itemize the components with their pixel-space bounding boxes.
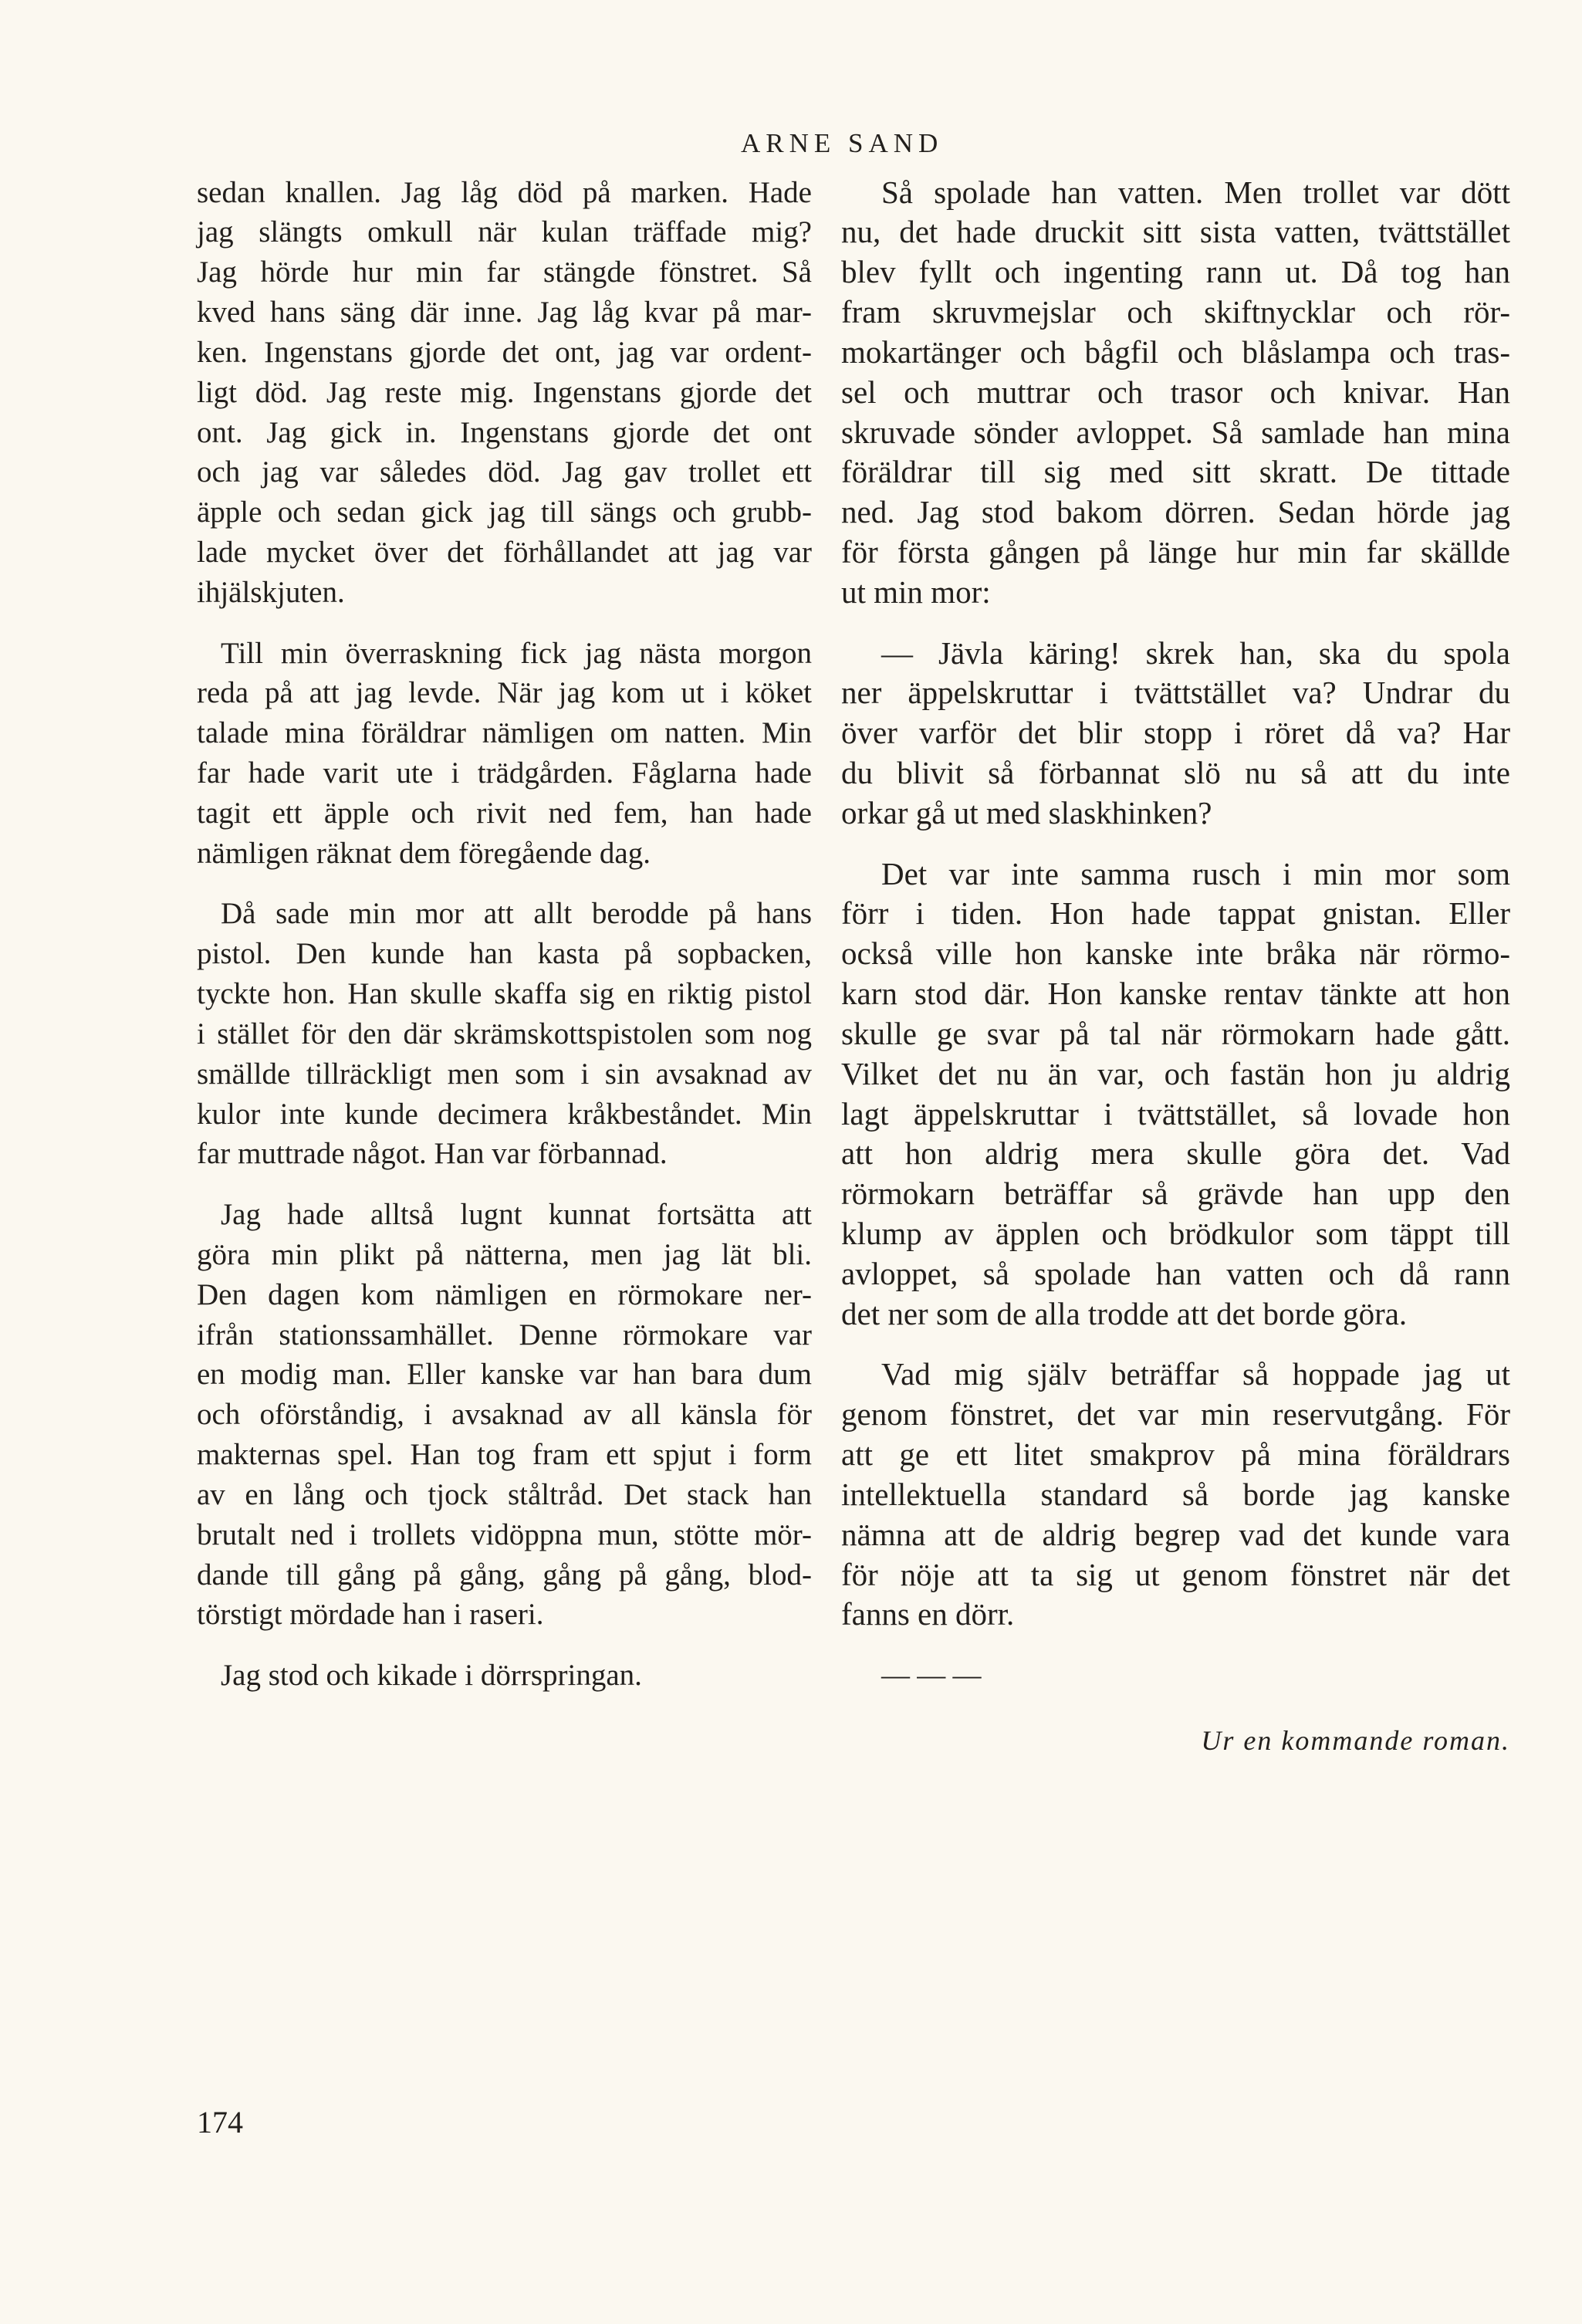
paragraph	[841, 173, 1510, 613]
text-line: intellektuella standard så borde jag kanske	[841, 1476, 1510, 1512]
paragraph	[197, 173, 812, 613]
text-line: makternas spel. Han tog fram ett spjut i form	[197, 1438, 812, 1472]
text-line: ned. Jag stod bakom dörren. Sedan hörde jag	[841, 494, 1510, 530]
text-line: sedan knallen. Jag låg död på marken. Hade	[197, 175, 812, 209]
text-line: Så spolade han vatten. Men trollet var dött	[881, 174, 1510, 210]
text-line: i stället för den där skrämskottspistolen som nog	[197, 1017, 812, 1050]
text-line: jag slängts omkull när kulan träffade mig?	[197, 215, 812, 249]
text-line: brutalt ned i trollets vidöppna mun, stötte mör-	[197, 1517, 812, 1551]
source-note: Ur en kommande roman.	[1201, 1724, 1510, 1756]
text-line: nämna att de aldrig begrep vad det kunde vara	[841, 1516, 1510, 1552]
text-line: Då sade min mor att allt berodde på hans	[221, 897, 812, 931]
paragraph	[841, 1355, 1510, 1635]
text-line: lade mycket över det förhållandet att jag var	[197, 536, 812, 570]
text-line: kved hans säng där inne. Jag låg kvar på mar-	[197, 296, 812, 330]
text-line: rörmokarn beträffar så grävde han upp den	[841, 1176, 1510, 1212]
text-line: ut min mor:	[841, 573, 991, 610]
text-line: av en lång och tjock ståltråd. Det stack han	[197, 1477, 812, 1511]
text-line: göra min plikt på nätterna, men jag lät bli.	[197, 1237, 812, 1271]
paragraph	[197, 894, 812, 1174]
text-line: orkar gå ut med slaskhinken?	[841, 794, 1212, 830]
text-line: tyckte hon. Han skulle skaffa sig en riktig pistol	[197, 977, 812, 1011]
text-line: du blivit så förbannat slö nu så att du inte	[841, 755, 1510, 791]
text-column-right	[841, 173, 1510, 1761]
text-line: över varför det blir stopp i röret då va? Har	[841, 715, 1510, 751]
text-line: klump av äpplen och brödkulor som täppt till	[841, 1216, 1510, 1252]
text-line: att hon aldrig mera skulle göra det. Vad	[841, 1135, 1510, 1172]
text-line: Vilket det nu än var, och fastän hon ju aldrig	[841, 1055, 1510, 1091]
text-line: smällde tillräckligt men som i sin avsaknad av	[197, 1057, 812, 1091]
text-line: genom fönstret, det var min reservutgång. För	[841, 1396, 1510, 1433]
text-line: nu, det hade druckit sitt sista vatten, tvättstället	[841, 214, 1510, 250]
text-line: äpple och sedan gick jag till sängs och grubb-	[197, 496, 812, 529]
text-line: ont. Jag gick in. Ingenstans gjorde det ont	[197, 415, 812, 449]
text-line: far muttrade något. Han var förbannad.	[197, 1137, 668, 1171]
text-line: Jag stod och kikade i dörrspringan.	[221, 1659, 642, 1693]
text-line: sel och muttrar och trasor och knivar. Han	[841, 374, 1510, 410]
text-line: ner äppelskruttar i tvättstället va? Undrar du	[841, 675, 1510, 711]
text-line: fanns en dörr.	[841, 1596, 1015, 1632]
text-line: Vad mig själv beträffar så hoppade jag ut	[881, 1356, 1510, 1392]
text-line: kulor inte kunde decimera kråkbeståndet. Min	[197, 1097, 812, 1131]
text-line: det ner som de alla trodde att det borde göra.	[841, 1295, 1408, 1331]
text-line: ligt död. Jag reste mig. Ingenstans gjorde det	[197, 375, 812, 409]
text-line: nämligen räknat dem föregående dag.	[197, 836, 651, 870]
text-line: och jag var således död. Jag gav trollet ett	[197, 455, 812, 489]
text-line: och oförståndig, i avsaknad av all känsla för	[197, 1398, 812, 1432]
section-separator: — — —	[881, 1659, 982, 1692]
text-line: mokartänger och bågfil och blåslampa och tras-	[841, 333, 1510, 370]
text-line: ifrån stationssamhället. Denne rörmokare var	[197, 1318, 812, 1351]
paragraph	[197, 1656, 812, 1696]
text-line: dande till gång på gång, gång på gång, blod-	[197, 1558, 812, 1592]
text-line: pistol. Den kunde han kasta på sopbacken,	[197, 937, 812, 971]
text-line: karn stod där. Hon kanske rentav tänkte att hon	[841, 976, 1510, 1012]
text-line: törstigt mördade han i raseri.	[197, 1598, 544, 1632]
paragraph	[197, 1195, 812, 1635]
text-column-left	[197, 173, 812, 1696]
text-line: att ge ett litet smakprov på mina föräldrars	[841, 1436, 1510, 1473]
text-line: Det var inte samma rusch i min mor som	[881, 855, 1510, 891]
text-line: ken. Ingenstans gjorde det ont, jag var ordent-	[197, 335, 812, 369]
text-line: skulle ge svar på tal när rörmokarn hade gått.	[841, 1015, 1510, 1051]
text-line: tagit ett äpple och rivit ned fem, han hade	[197, 796, 812, 830]
text-line: skruvade sönder avloppet. Så samlade han mina	[841, 414, 1510, 450]
text-line: föräldrar till sig med sitt skratt. De tittade	[841, 454, 1510, 490]
text-line: för nöje att ta sig ut genom fönstret när det	[841, 1556, 1510, 1592]
text-line: Jag hörde hur min far stängde fönstret. Så	[197, 255, 812, 289]
paragraph	[841, 854, 1510, 1335]
text-line: Till min överraskning fick jag nästa morgon	[221, 636, 812, 670]
text-line: reda på att jag levde. När jag kom ut i köket	[197, 676, 812, 710]
paragraph	[841, 634, 1510, 834]
text-line: — Jävla käring! skrek han, ska du spola	[881, 634, 1510, 671]
text-line: ihjälskjuten.	[197, 575, 345, 609]
text-line: blev fyllt och ingenting rann ut. Då tog han	[841, 254, 1510, 290]
text-line: förr i tiden. Hon hade tappat gnistan. Eller	[841, 895, 1510, 932]
running-head: ARNE SAND	[741, 128, 944, 158]
paragraph	[197, 634, 812, 874]
page-number: 174	[197, 2105, 243, 2140]
text-line: Den dagen kom nämligen en rörmokare ner-	[197, 1277, 812, 1311]
text-line: också ville hon kanske inte bråka när rörmo-	[841, 935, 1510, 972]
text-line: fram skruvmejslar och skiftnycklar och rör-	[841, 294, 1510, 330]
text-line: en modig man. Eller kanske var han bara dum	[197, 1358, 812, 1392]
text-line: lagt äppelskruttar i tvättstället, så lovade hon	[841, 1095, 1510, 1132]
text-line: Jag hade alltså lugnt kunnat fortsätta att	[221, 1198, 812, 1232]
text-line: talade mina föräldrar nämligen om natten. Min	[197, 716, 812, 750]
text-line: för första gången på länge hur min far skällde	[841, 534, 1510, 570]
text-line: avloppet, så spolade han vatten och då rann	[841, 1255, 1510, 1291]
text-line: far hade varit ute i trädgården. Fåglarna hade	[197, 756, 812, 790]
